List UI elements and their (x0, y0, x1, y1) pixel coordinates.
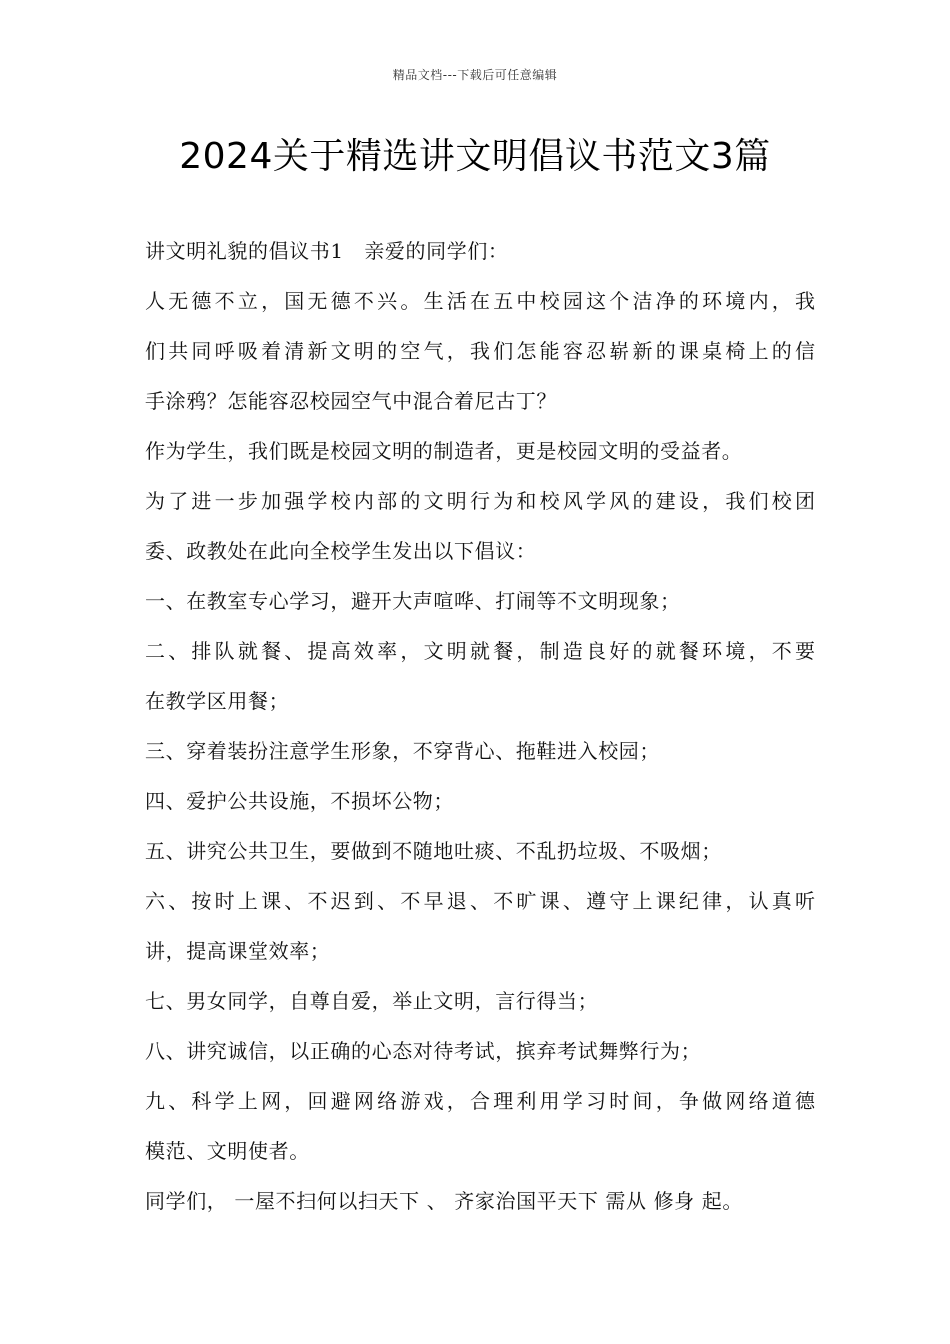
list-item-2-continued: 在教学区用餐； (145, 689, 290, 713)
paragraph-line: 作为学生，我们既是校园文明的制造者，更是校园文明的受益者。 (145, 439, 743, 463)
list-item-7: 七、男女同学，自尊自爱，举止文明，言行得当； (145, 989, 599, 1013)
paragraph-line: 人无德不立，国无德不兴。生活在五中校园这个洁净的环境内，我 (145, 289, 815, 313)
list-item-5: 五、讲究公共卫生，要做到不随地吐痰、不乱扔垃圾、不吸烟； (145, 839, 722, 863)
list-item-3: 三、穿着装扮注意学生形象，不穿背心、拖鞋进入校园； (145, 739, 660, 763)
paragraph-line: 为了进一步加强学校内部的文明行为和校风学风的建设，我们校团 (145, 489, 815, 513)
list-item-6-continued: 讲，提高课堂效率； (145, 939, 331, 963)
list-item-2: 二、排队就餐、提高效率，文明就餐，制造良好的就餐环境，不要 (145, 639, 815, 663)
list-item-1: 一、在教室专心学习，避开大声喧哗、打闹等不文明现象； (145, 589, 681, 613)
list-item-8: 八、讲究诚信，以正确的心态对待考试，摈弃考试舞弊行为； (145, 1039, 702, 1063)
list-item-9-continued: 模范、文明使者。 (145, 1139, 310, 1163)
paragraph-line: 们共同呼吸着清新文明的空气，我们怎能容忍崭新的课桌椅上的信 (145, 339, 815, 363)
document-body (145, 226, 815, 1226)
paragraph-line: 手涂鸦？怎能容忍校园空气中混合着尼古丁？ (145, 389, 557, 413)
paragraph-line-opening: 讲文明礼貌的倡议书1 亲爱的同学们： (145, 239, 509, 263)
paragraph-line-closing: 同学们， 一屋不扫何以扫天下 、 齐家治国平天下 需从 修身 起。 (145, 1189, 743, 1213)
page-header-note: 精品文档---下载后可任意编辑 (392, 68, 558, 82)
paragraph-line: 委、政教处在此向全校学生发出以下倡议： (145, 539, 537, 563)
document-title: 2024关于精选讲文明倡议书范文3篇 (179, 136, 771, 177)
list-item-4: 四、爱护公共设施，不损坏公物； (145, 789, 454, 813)
list-item-6: 六、按时上课、不迟到、不早退、不旷课、遵守上课纪律，认真听 (145, 889, 815, 913)
list-item-9: 九、科学上网，回避网络游戏，合理利用学习时间，争做网络道德 (145, 1089, 815, 1113)
